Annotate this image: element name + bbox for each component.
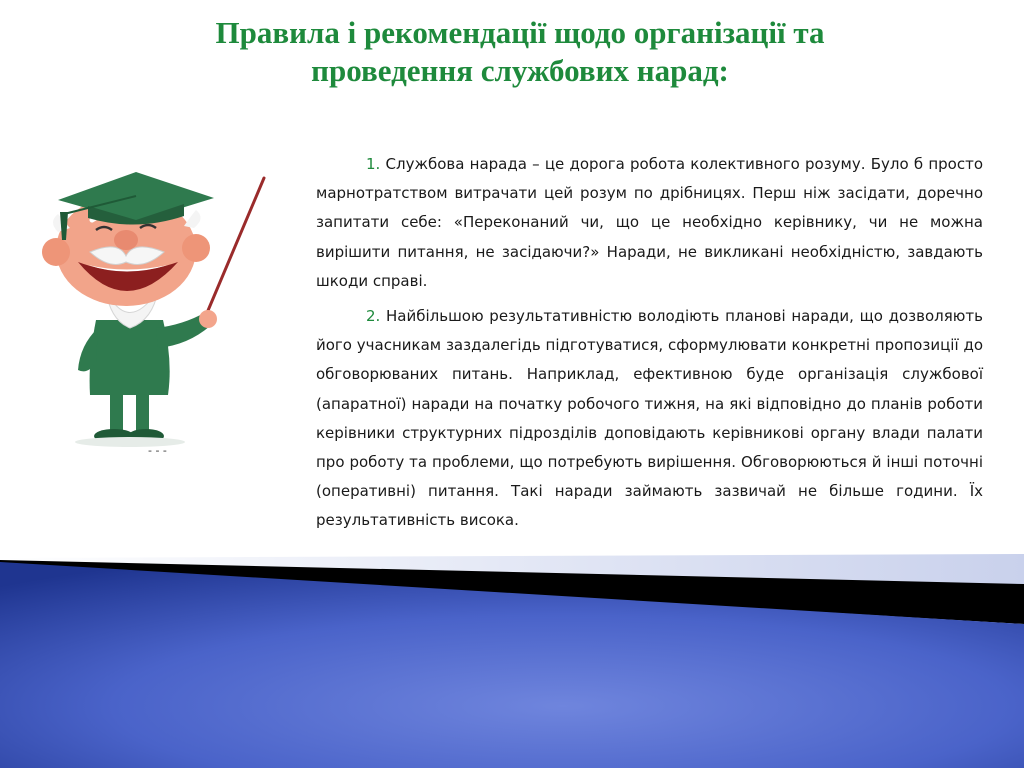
paragraph-1 [316,150,983,296]
paragraph-2-number: 2. [366,307,381,326]
slide-title [120,14,920,90]
svg-text:- - -: - - - [148,444,167,457]
paragraph-2 [316,302,983,536]
slide-body [316,150,983,542]
professor-pointer-illustration [18,170,278,460]
footer-decoration [0,540,1024,768]
paragraph-2-text: Найбільшою результативністю володіють планові наради, що дозволяють його учасникам заздалегідь підготуватися, сформулювати конкретні пропозиції до обговорюваних питань. Наприклад, ефективною буде організація службової (апаратної) наради на початку робочого тижня, на які відповідно до планів роботи керівники структурних підрозділів доповідають керівникові органу влади палати про роботу та проблеми, що потребують вирішення. Обговорюються й інші поточні (оперативні) питання. Такі наради займають зазвичай не більше години. Їх результативність висока. [316,307,983,530]
title-line-2: проведення службових нарад: [311,53,729,88]
title-line-1: Правила і рекомендації щодо організації та [215,15,825,50]
paragraph-1-number: 1. [366,155,381,173]
paragraph-1-text: Службова нарада – це дорога робота колективного розуму. Було б просто марнотратством витрачати цей розум по дрібницях. Перш ніж засідати, доречно запитати себе: «Переконаний чи, що це необхідно керівнику, чи не можна вирішити питання, не засідаючи?» Наради, не викликані необхідністю, завдають шкоди справі. [316,155,983,290]
